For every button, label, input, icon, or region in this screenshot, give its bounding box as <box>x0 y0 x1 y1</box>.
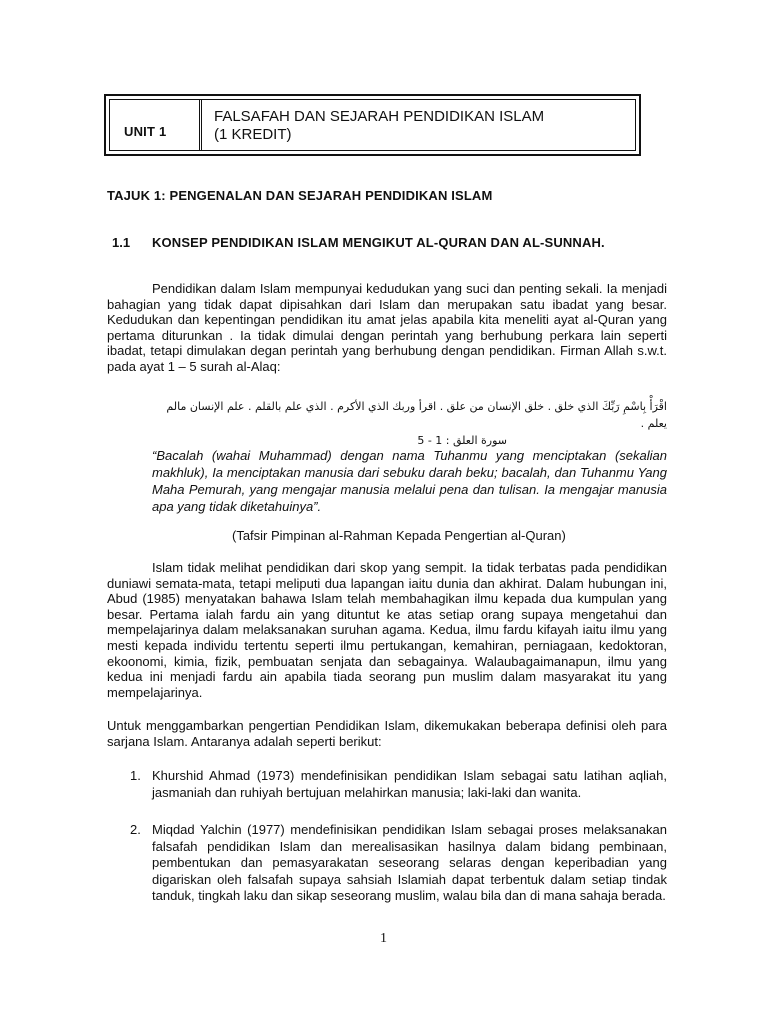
arabic-surah-reference: سورة العلق : 1 - 5 <box>417 434 507 447</box>
verse-translation-quote: “Bacalah (wahai Muhammad) dengan nama Tuhanmu yang menciptakan (sekalian makhluk), Ia menciptakan manusia dari sebuku darah beku; bacalah, dan Tuhanmu Yang Maha Pemurah, yang mengajar manusia melalui pena dan tulisan. Ia mengajar manusia apa yang tidak diketahuinya”. <box>152 448 667 514</box>
unit-cell <box>110 100 202 150</box>
page-number: 1 <box>380 931 387 946</box>
section-title: KONSEP PENDIDIKAN ISLAM MENGIKUT AL-QURAN DAN AL-SUNNAH. <box>152 235 605 250</box>
definition-number: 2. <box>130 822 141 837</box>
paragraph-definitions-intro: Untuk menggambarkan pengertian Pendidikan Islam, dikemukakan beberapa definisi oleh para sarjana Islam. Antaranya adalah seperti berikut: <box>107 718 667 749</box>
course-title-line-2: (1 KREDIT) <box>214 126 292 143</box>
definition-text: Khurshid Ahmad (1973) mendefinisikan pendidikan Islam sebagai satu latihan aqliah, jasmaniah dan ruhiyah bertujuan melahirkan manusia; laki-laki dan wanita. <box>152 768 667 800</box>
arabic-verse-block <box>148 398 667 449</box>
unit-header-inner-frame <box>109 99 636 151</box>
unit-header-box <box>104 94 641 156</box>
unit-label: UNIT 1 <box>124 124 167 139</box>
tafsir-citation: (Tafsir Pimpinan al-Rahman Kepada Pengertian al-Quran) <box>232 528 566 543</box>
course-title <box>214 108 544 144</box>
section-number: 1.1 <box>112 235 131 250</box>
definition-item <box>130 768 667 801</box>
arabic-verse: اقْرَأْ بِاسْمِ رَبِّكَ الذي خلق . خلق الإنسان من علق . اقرأ وربك الذي الأكرم . الذي علم بالقلم . علم الإنسان مالم يعلم . <box>166 400 667 430</box>
definition-text: Miqdad Yalchin (1977) mendefinisikan pendidikan Islam sebagai proses melaksanakan falsafah pendidikan Islam dan merealisasikan hasilnya dalam bidang pembinaan, pembentukan dan pemasyarakatan seseorang selaras dengan keperibadian yang digariskan oleh falsafah supaya sahsiah Islamiah dapat terbentuk dalam setiap tindak tanduk, tingkah laku dan sikap seseorang muslim, walau bila dan di mana sahaja berada. <box>152 822 667 903</box>
definition-number: 1. <box>130 768 141 783</box>
paragraph-knowledge: Islam tidak melihat pendidikan dari skop yang sempit. Ia tidak terbatas pada pendidikan duniawi semata-mata, tetapi meliputi dua lapangan iaitu dunia dan akhirat. Dalam hubungan ini, Abud (1985) menyatakan bahawa Islam telah membahagikan ilmu kepada dua kumpulan yang besar. Pertama ialah fardu ain yang dituntut ke atas setiap orang supaya mengetahui dan mempelajarinya dalam melaksanakan suruhan agama. Kedua, ilmu fardu kifayah iaitu ilmu yang mesti kepada individu tertentu seperti ilmu pertukangan, kemahiran, perniagaan, kedoktoran, ekoonomi, kimia, fizik, pembuatan senjata dan sebagainya. Walaubagaimanapun, ilmu yang kedua ini menjadi fardu ain apabila tiada seorang pun muslim dalam masyarakat itu yang mempelajarinya. <box>107 560 667 700</box>
course-title-line-1: FALSAFAH DAN SEJARAH PENDIDIKAN ISLAM <box>214 108 545 125</box>
paragraph-intro: Pendidikan dalam Islam mempunyai kedudukan yang suci dan penting sekali. Ia menjadi bahagian yang tidak dapat dipisahkan dari Islam dan merupakan satu ibadat yang besar. Kedudukan dan kepentingan pendidikan itu amat jelas apabila kita meneliti ayat al-Quran yang pertama diturunkan . Ia tidak dimulai dengan perintah yang berhubung perkara lain seperti ibadat, tetapi dimulakan degan perintah yang berhubung dengan pendidikan. Firman Allah s.w.t. pada ayat 1 – 5 surah al-Alaq: <box>107 281 667 374</box>
definition-item <box>130 822 667 905</box>
topic-heading: TAJUK 1: PENGENALAN DAN SEJARAH PENDIDIKAN ISLAM <box>107 188 493 203</box>
